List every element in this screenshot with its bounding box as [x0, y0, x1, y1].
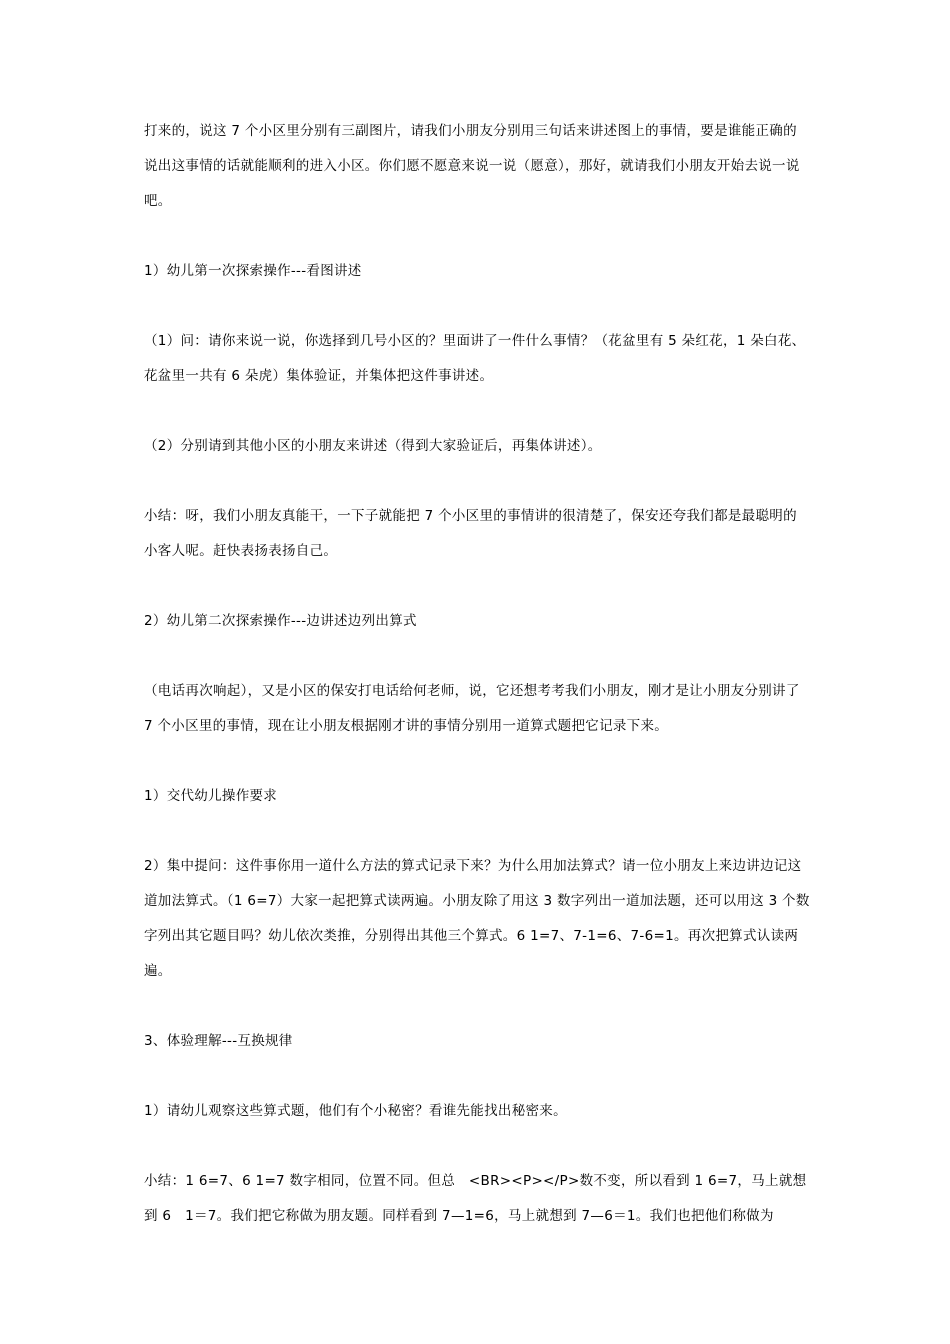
heading-first-exploration: 1）幼儿第一次探索操作---看图讲述	[144, 263, 362, 279]
paragraph-spacer	[144, 394, 810, 429]
paragraph-spacer	[144, 989, 810, 1024]
paragraph-summary-2: 小结：1 6=7、6 1=7 数字相同，位置不同。但总 <BR><P></P>数不变，所以看到 1 6=7，马上就想到 6 1＝7。我们把它称做为朋友题。同样看到 7—1=6，马上就想到 7—6＝1。我们也把他们称做为	[144, 1173, 807, 1224]
document-body	[144, 114, 810, 1234]
paragraph-spacer	[144, 569, 810, 604]
paragraph-focused-questions: 2）集中提问：这件事你用一道什么方法的算式记录下来？为什么用加法算式？请一位小朋友上来边讲边记这道加法算式。（1 6=7）大家一起把算式读两遍。小朋友除了用这 3 数字列出一道加法题，还可以用这 3 个数字列出其它题目吗？幼儿依次类推，分别得出其他三个算式。6 1=7、7-1=6、7-6=1。再次把算式认读两遍。	[144, 858, 810, 979]
paragraph-phone-call: （电话再次响起），又是小区的保安打电话给何老师，说，它还想考考我们小朋友，刚才是让小朋友分别讲了 7 个小区里的事情，现在让小朋友根据刚才讲的事情分别用一道算式题把它记录下来。	[144, 683, 805, 734]
heading-second-exploration: 2）幼儿第二次探索操作---边讲述边列出算式	[144, 613, 417, 629]
paragraph-spacer	[144, 814, 810, 849]
paragraph-spacer	[144, 219, 810, 254]
paragraph-question-2: （2）分别请到其他小区的小朋友来讲述（得到大家验证后，再集体讲述）。	[144, 438, 602, 454]
paragraph-spacer	[144, 464, 810, 499]
paragraph-spacer	[144, 1059, 810, 1094]
paragraph-spacer	[144, 289, 810, 324]
paragraph-question-1: （1）问：请你来说一说，你选择到几号小区的？里面讲了一件什么事情？（花盆里有 5 朵红花，1 朵白花、花盆里一共有 6 朵虎）集体验证，并集体把这件事讲述。	[144, 333, 806, 384]
paragraph-spacer	[144, 1129, 810, 1164]
paragraph-observe: 1）请幼儿观察这些算式题，他们有个小秘密？看谁先能找出秘密来。	[144, 1103, 567, 1119]
paragraph-summary-1: 小结：呀，我们小朋友真能干，一下子就能把 7 个小区里的事情讲的很清楚了，保安还夸我们都是最聪明的小客人呢。赶快表扬表扬自己。	[144, 508, 797, 559]
paragraph-spacer	[144, 639, 810, 674]
paragraph-intro: 打来的，说这 7 个小区里分别有三副图片，请我们小朋友分别用三句话来讲述图上的事情，要是谁能正确的说出这事情的话就能顺利的进入小区。你们愿不愿意来说一说（愿意），那好，就请我们小朋友开始去说一说吧。	[144, 123, 800, 209]
heading-exchange-rule: 3、体验理解---互换规律	[144, 1033, 293, 1049]
paragraph-spacer	[144, 744, 810, 779]
heading-requirements: 1）交代幼儿操作要求	[144, 788, 278, 804]
